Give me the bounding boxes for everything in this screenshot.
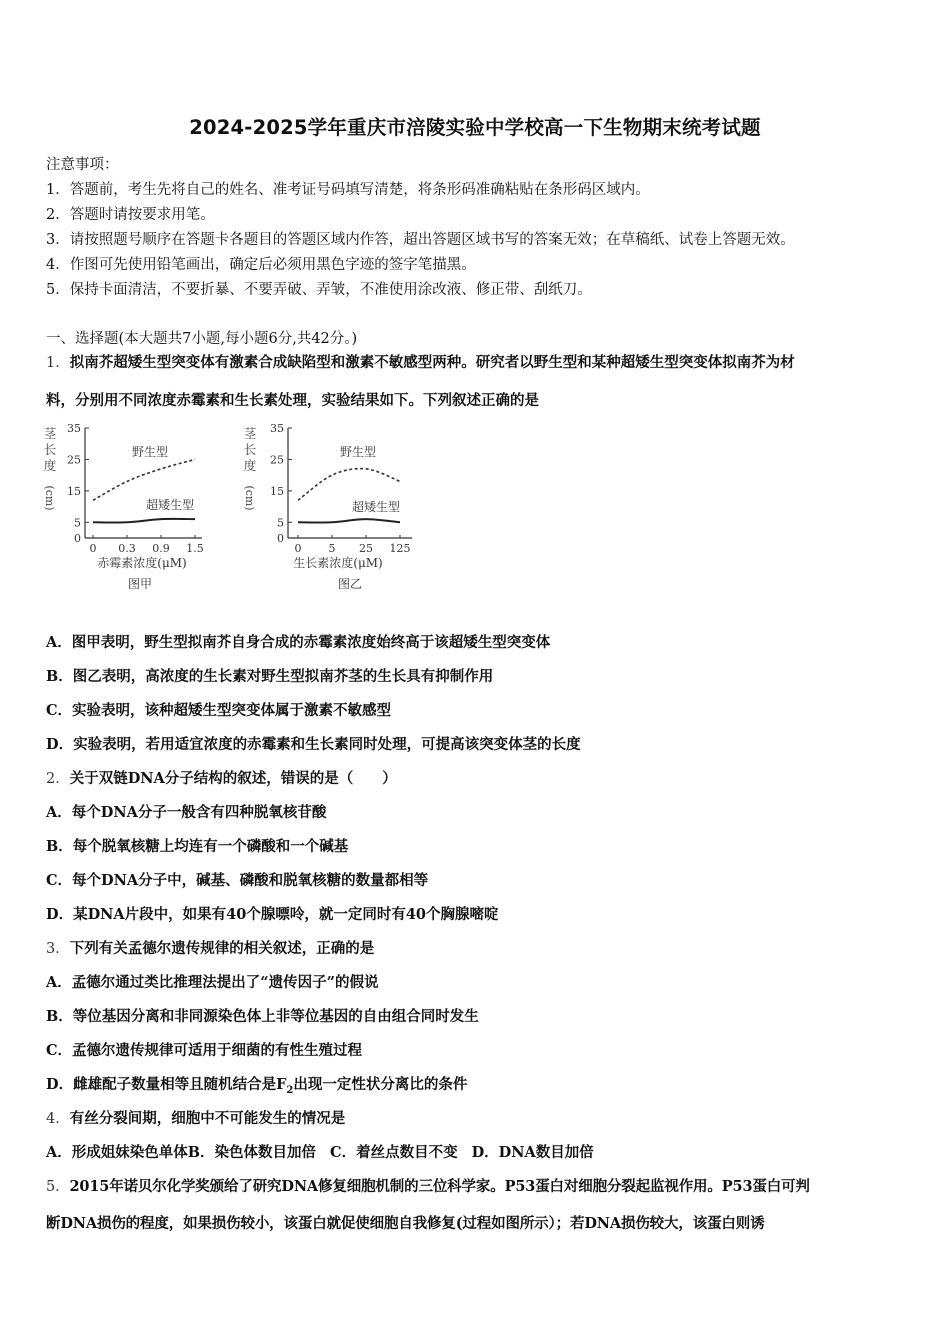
q4-stem: 有丝分裂间期，细胞中不可能发生的情况是 bbox=[69, 1110, 346, 1127]
fig-yi-caption: 图乙 bbox=[337, 577, 363, 591]
option-text: DNA数目加倍 bbox=[498, 1144, 594, 1161]
q3-option-d[interactable] bbox=[46, 1073, 467, 1096]
option-text: 染色体数目加倍 bbox=[214, 1144, 317, 1161]
fig-jia-xtick-label: 0.3 bbox=[118, 542, 136, 555]
fig-yi-ytick-label: 25 bbox=[270, 453, 284, 467]
option-text: 形成姐妹染色单体 bbox=[71, 1144, 188, 1161]
fig-yi-legend-wild: 野生型 bbox=[339, 445, 377, 459]
q2-option-a[interactable] bbox=[46, 801, 326, 822]
fig-jia-legend-dwarf: 超矮生型 bbox=[145, 498, 195, 512]
notice-heading: 注意事项： bbox=[46, 157, 119, 173]
fig-jia-ytick-label: 0 bbox=[74, 532, 81, 545]
fig-yi-xtick-label: 0 bbox=[294, 542, 302, 555]
fig-yi-series-dwarf bbox=[298, 519, 400, 522]
q5-number: 5． bbox=[46, 1179, 70, 1195]
q5-stem-line2: 断DNA损伤的程度，如果损伤较小，该蛋白就促使细胞自我修复(过程如图所示）；若DNA损伤较大，该蛋白则诱 bbox=[46, 1215, 765, 1232]
fig-jia-ylabel-3: 度 bbox=[43, 458, 57, 473]
q4-stem-line bbox=[46, 1107, 345, 1128]
option-text: 每个DNA分子中，碱基、磷酸和脱氧核糖的数量都相等 bbox=[72, 872, 429, 889]
q2-option-d[interactable] bbox=[46, 903, 499, 924]
subscript-2: 2 bbox=[286, 1084, 294, 1096]
q3-option-c[interactable] bbox=[46, 1039, 362, 1060]
fig-yi-xlabel: 生长素浓度(μM) bbox=[293, 556, 383, 570]
q2-stem-line bbox=[46, 767, 397, 788]
option-letter: B． bbox=[46, 1008, 73, 1025]
fig-yi-ylabel-1: 茎 bbox=[243, 426, 257, 441]
q5-line1 bbox=[46, 1175, 810, 1196]
q2-option-b[interactable] bbox=[46, 835, 348, 856]
fig-yi-yticks bbox=[270, 422, 292, 545]
option-text: 某DNA片段中，如果有40个腺嘌呤，就一定同时有40个胸腺嘧啶 bbox=[73, 906, 499, 923]
q1-stem-line2: 料，分别用不同浓度赤霉素和生长素处理，实验结果如下。下列叙述正确的是 bbox=[46, 392, 539, 409]
section-heading: 一、选择题(本大题共7小题,每小题6分,共42分。) bbox=[46, 331, 358, 347]
fig-yi-ylabel-3: 度 bbox=[243, 458, 257, 473]
option-letter: C． bbox=[46, 872, 73, 889]
q2-option-c[interactable] bbox=[46, 869, 428, 890]
option-letter: C． bbox=[330, 1144, 357, 1161]
q1-option-a[interactable] bbox=[46, 631, 550, 652]
option-text: 孟德尔通过类比推理法提出了“遗传因子”的假说 bbox=[71, 974, 379, 991]
fig-yi-ytick-label: 15 bbox=[270, 484, 284, 498]
fig-yi-series-wild bbox=[298, 469, 400, 501]
fig-yi-ytick-label: 5 bbox=[277, 516, 284, 530]
q4-option-b[interactable] bbox=[188, 1144, 316, 1161]
q1-option-c[interactable] bbox=[46, 699, 391, 720]
q3-stem-line bbox=[46, 937, 374, 958]
fig-jia-xtick-label: 0.9 bbox=[152, 542, 170, 555]
option-text: 着丝点数目不变 bbox=[356, 1144, 458, 1161]
fig-yi-xtick-label: 125 bbox=[389, 542, 411, 555]
q3-option-a[interactable] bbox=[46, 971, 378, 992]
fig-yi-ytick-label: 0 bbox=[277, 532, 284, 545]
fig-jia-xlabel: 赤霉素浓度(μM) bbox=[97, 556, 187, 570]
fig-yi-legend-dwarf: 超矮生型 bbox=[351, 500, 401, 514]
fig-yi-xtick-label: 25 bbox=[359, 542, 373, 555]
fig-jia-ytick-label: 15 bbox=[67, 484, 81, 498]
q3-option-b[interactable] bbox=[46, 1005, 479, 1026]
option-letter: D． bbox=[46, 1076, 74, 1093]
option-text: 每个DNA分子一般含有四种脱氧核苷酸 bbox=[71, 804, 327, 821]
option-letter: C． bbox=[46, 1042, 73, 1059]
option-text: 等位基因分离和非同源染色体上非等位基因的自由组合同时发生 bbox=[72, 1008, 479, 1025]
q1-option-b[interactable] bbox=[46, 665, 493, 686]
option-text: 图乙表明，高浓度的生长素对野生型拟南芥茎的生长具有抑制作用 bbox=[72, 668, 494, 685]
fig-jia-xtick-label: 0 bbox=[89, 542, 97, 555]
figure-jia bbox=[40, 418, 220, 598]
option-letter: A． bbox=[46, 1144, 72, 1161]
option-letter: B． bbox=[46, 668, 73, 685]
fig-yi-ylabel-2: 长 bbox=[243, 442, 257, 457]
q4-option-d[interactable] bbox=[472, 1144, 594, 1161]
notice-item-2: 2．答题时请按要求用笔。 bbox=[46, 207, 215, 223]
option-letter: A． bbox=[46, 804, 72, 821]
figure-yi bbox=[240, 418, 420, 598]
q5-stem-line1: 2015年诺贝尔化学奖颁给了研究DNA修复细胞机制的三位科学家。P53蛋白对细胞分裂起监视作用。P53蛋白可判 bbox=[69, 1178, 810, 1195]
q1-option-d[interactable] bbox=[46, 733, 581, 754]
q2-stem: 关于双链DNA分子结构的叙述，错误的是（ ） bbox=[69, 770, 397, 787]
q4-options-row bbox=[46, 1141, 594, 1162]
notice-item-1: 1．答题前，考生先将自己的姓名、准考证号码填写清楚，将条形码准确粘贴在条形码区域内。 bbox=[46, 182, 650, 198]
notice-item-5: 5．保持卡面清洁，不要折暴、不要弄破、弄皱，不准使用涂改液、修正带、刮纸刀。 bbox=[46, 282, 592, 298]
q4-number: 4． bbox=[46, 1111, 70, 1127]
q1-stem-line1: 拟南芥超矮生型突变体有激素合成缺陷型和激素不敏感型两种。研究者以野生型和某种超矮生型突变体拟南芥为材 bbox=[69, 354, 795, 371]
fig-jia-caption: 图甲 bbox=[127, 577, 153, 591]
fig-yi-xtick-label: 5 bbox=[328, 542, 336, 555]
option-text: 雌雄配子数量相等且随机结合是F bbox=[73, 1076, 287, 1093]
fig-jia-series-wild bbox=[93, 459, 195, 500]
fig-jia-yticks bbox=[67, 422, 89, 545]
option-text: 实验表明，若用适宜浓度的赤霉素和生长素同时处理，可提高该突变体茎的长度 bbox=[73, 736, 581, 753]
option-text: 每个脱氧核糖上均连有一个磷酸和一个碱基 bbox=[72, 838, 349, 855]
page-title: 2024-2025学年重庆市涪陵实验中学校高一下生物期末统考试题 bbox=[189, 116, 761, 139]
fig-yi-ytick-label: 35 bbox=[270, 422, 284, 435]
fig-jia-ylabel-1: 茎 bbox=[43, 426, 57, 441]
q4-option-a[interactable] bbox=[46, 1144, 188, 1161]
option-letter: D． bbox=[46, 906, 74, 923]
option-letter: A． bbox=[46, 974, 72, 991]
option-text: 实验表明，该种超矮生型突变体属于激素不敏感型 bbox=[72, 702, 392, 719]
q3-stem: 下列有关孟德尔遗传规律的相关叙述，正确的是 bbox=[69, 940, 375, 957]
q3-number: 3． bbox=[46, 941, 70, 957]
q4-option-c[interactable] bbox=[330, 1144, 458, 1161]
option-text: 孟德尔遗传规律可适用于细菌的有性生殖过程 bbox=[72, 1042, 363, 1059]
fig-jia-series-dwarf bbox=[93, 519, 195, 523]
option-letter: D． bbox=[471, 1144, 499, 1161]
notice-item-3: 3．请按照题号顺序在答题卡各题目的答题区域内作答，超出答题区域书写的答案无效；在草稿纸、试卷上答题无效。 bbox=[46, 232, 795, 248]
fig-yi-ylabel-4: (cm) bbox=[243, 485, 256, 511]
fig-jia-ylabel-2: 长 bbox=[43, 442, 57, 457]
fig-jia-ytick-label: 35 bbox=[67, 422, 81, 435]
option-letter: B． bbox=[46, 838, 73, 855]
fig-jia-xtick-label: 1.5 bbox=[186, 542, 204, 555]
fig-jia-ytick-label: 5 bbox=[74, 516, 81, 530]
q1-number: 1． bbox=[46, 355, 70, 371]
option-letter: A． bbox=[46, 634, 72, 651]
q2-number: 2． bbox=[46, 771, 70, 787]
notice-item-4: 4．作图可先使用铅笔画出，确定后必须用黑色字迹的签字笔描黑。 bbox=[46, 257, 476, 273]
option-letter: D． bbox=[46, 736, 74, 753]
fig-jia-legend-wild: 野生型 bbox=[131, 445, 169, 459]
option-text-tail: 出现一定性状分离比的条件 bbox=[293, 1076, 468, 1093]
option-text: 图甲表明，野生型拟南芥自身合成的赤霉素浓度始终高于该超矮生型突变体 bbox=[71, 634, 551, 651]
q1-line1 bbox=[46, 351, 795, 372]
fig-jia-ytick-label: 25 bbox=[67, 453, 81, 467]
fig-jia-ylabel-4: (cm) bbox=[43, 485, 56, 511]
option-letter: C． bbox=[46, 702, 73, 719]
option-letter: B． bbox=[187, 1144, 215, 1161]
